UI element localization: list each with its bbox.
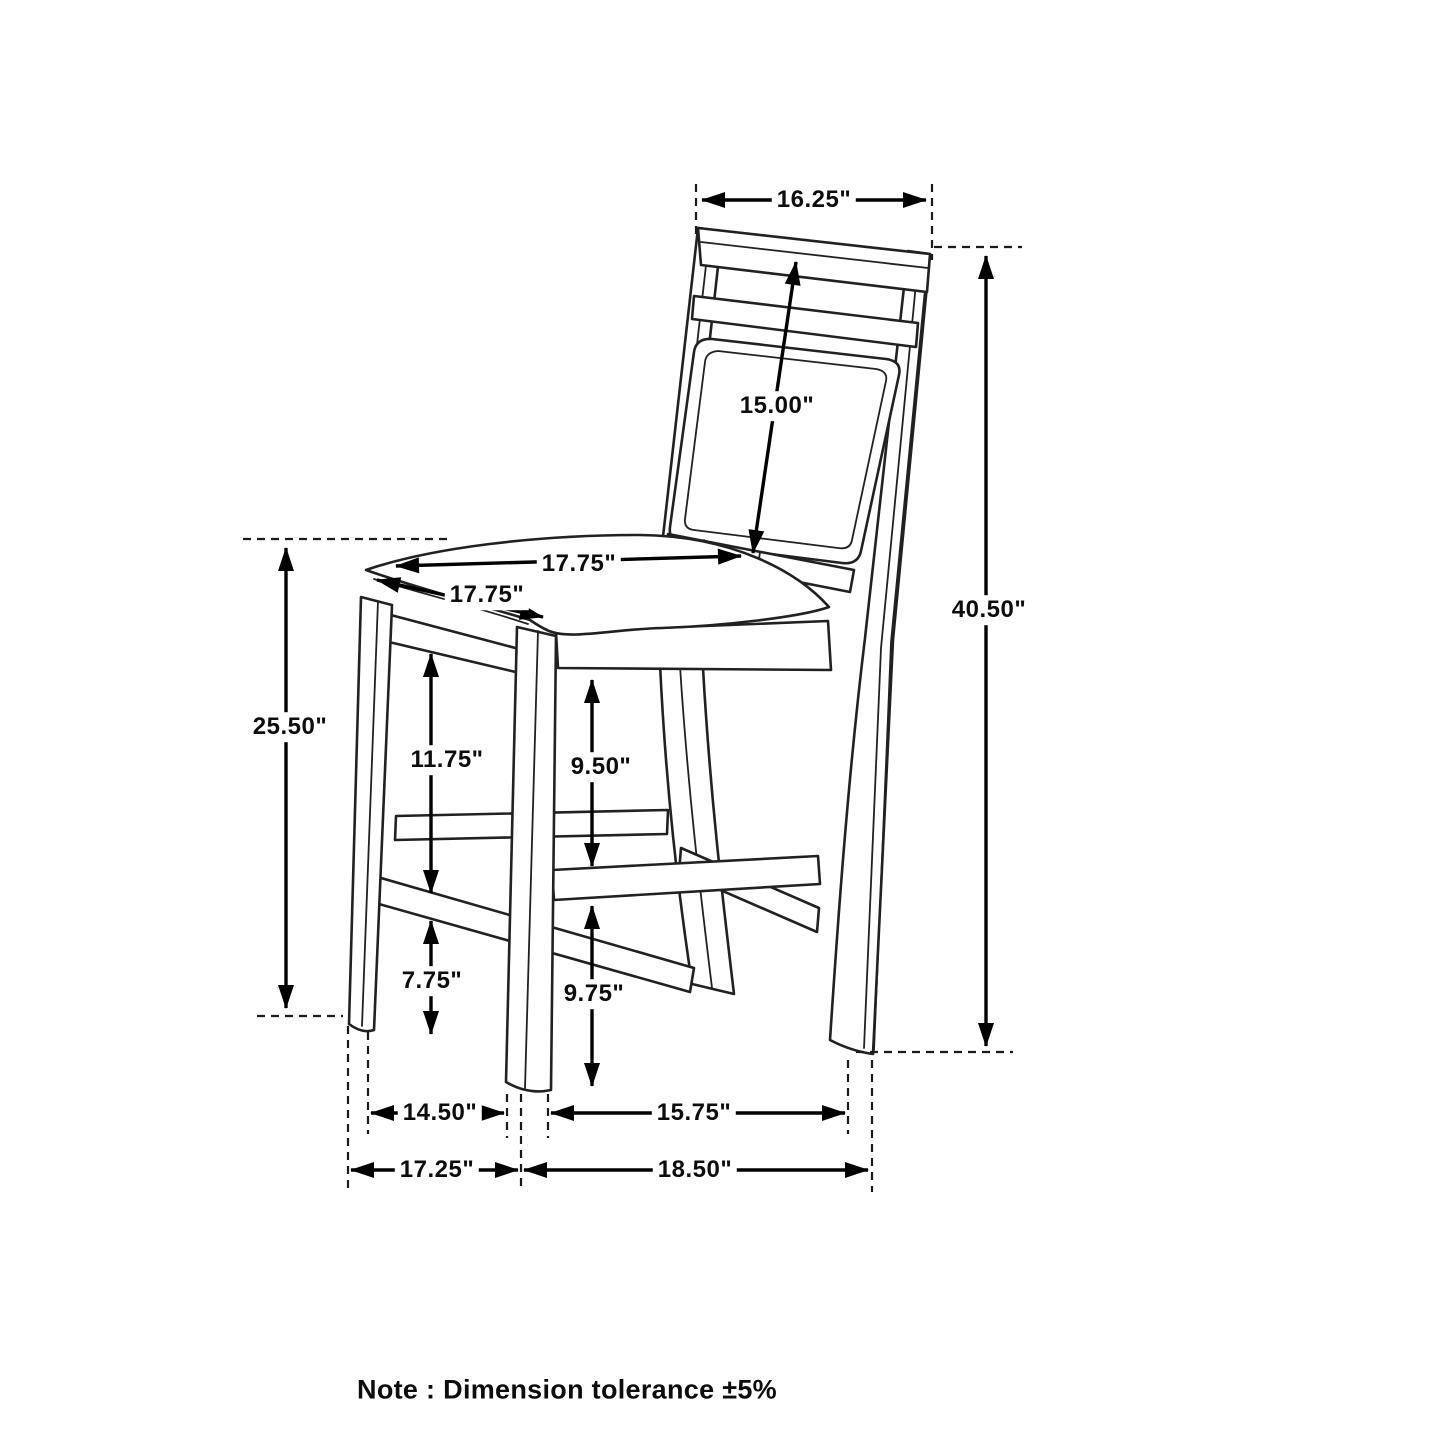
stretchers (372, 810, 820, 992)
dim-label-side-leg-spacing: 15.75" (652, 1098, 736, 1128)
rear-left-leg (660, 664, 734, 994)
dim-label-seat-width: 17.75" (537, 549, 621, 579)
tolerance-note: Note : Dimension tolerance ±5% (352, 1373, 782, 1406)
dim-label-apron-to-stretcher: 11.75" (405, 745, 488, 775)
dim-label-seat-height: 25.50" (248, 712, 332, 742)
left-apron (387, 614, 524, 674)
dim-label-seat-depth: 17.75" (445, 580, 529, 610)
dim-label-base-width: 18.50" (653, 1155, 737, 1185)
dim-label-back-panel-height: 15.00" (735, 391, 819, 421)
backrest-top-rail (698, 228, 930, 292)
dim-label-overall-height: 40.50" (947, 595, 1031, 625)
dim-label-stretcher-to-floor-side: 9.75" (559, 979, 630, 1009)
dim-label-seat-to-stretcher: 9.50" (566, 752, 637, 782)
dim-label-stretcher-to-floor-front: 7.75" (397, 966, 468, 996)
dim-label-back-width: 16.25" (772, 185, 856, 215)
dim-label-base-depth: 17.25" (395, 1155, 479, 1185)
dim-label-front-leg-spacing: 14.50" (398, 1098, 482, 1128)
